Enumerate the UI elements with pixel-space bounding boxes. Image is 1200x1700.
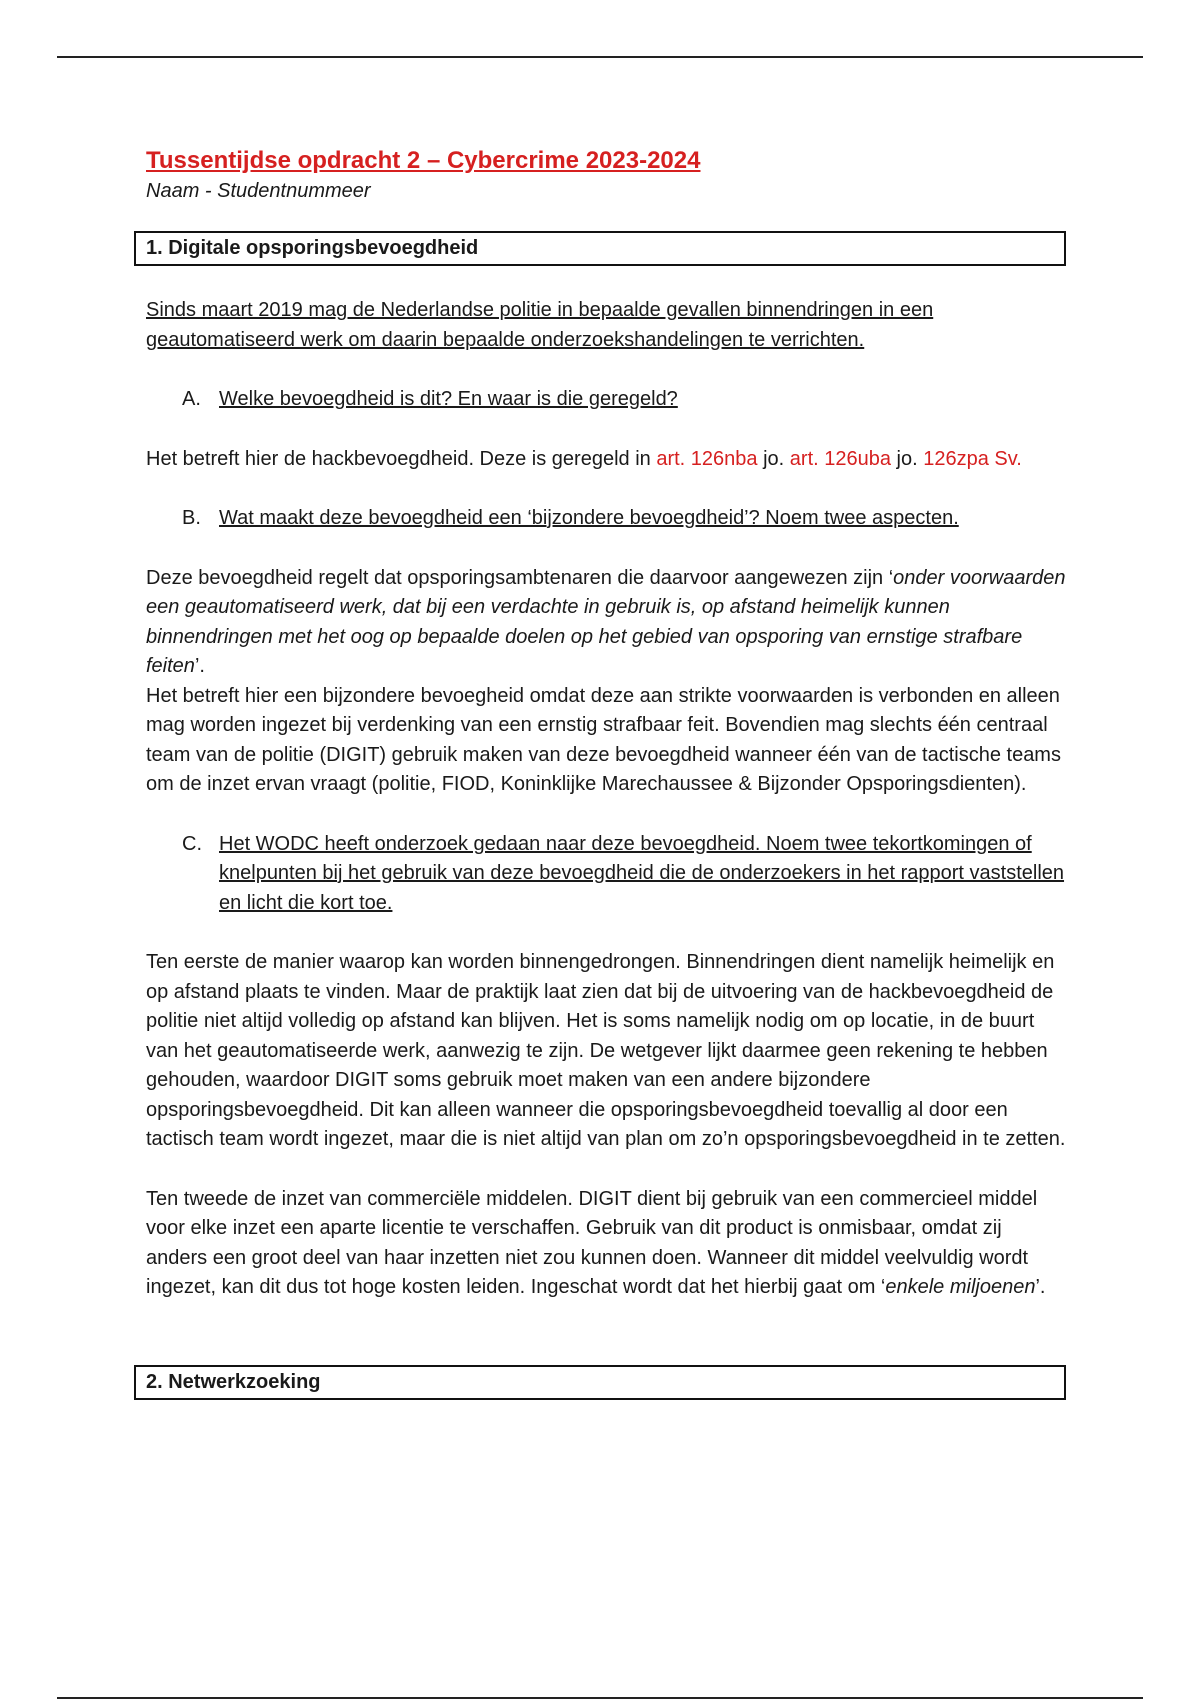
article-ref-126zpa: 126zpa Sv [923,447,1017,470]
answer-a-period: . [1016,447,1022,470]
answer-c-paragraph-1: Ten eerste de manier waarop kan worden binnengedrongen. Binnendringen dient namelijk heimelijk en op afstand plaats te vinden. Maar de praktijk laat zien dat bij de uitvoering van de hackbevoegdheid de politie niet altijd volledig op afstand kan blijven. Het is soms namelijk nodig om op locatie, in de buurt van het geautomatiseerde werk, aanwezig te zijn. De wetgever lijkt daarmee geen rekening te hebben gehouden, waardoor DIGIT soms gebruik moet maken van een andere bijzondere opsporingsbevoegdheid. Dit kan alleen wanneer die opsporingsbevoegdheid toevallig al door een tactisch team wordt ingezet, maar die is niet altijd van plan om zo’n opsporingsbevoegdheid in te zetten. [146,951,1066,1150]
document-subtitle: Naam - Studentnummeer [146,180,371,202]
question-b [182,504,1066,534]
answer-a-text: Het betreft hier de hackbevoegdheid. Deze is geregeld in [146,447,657,470]
section-1-intro: Sinds maart 2019 mag de Nederlandse politie in bepaalde gevallen binnendringen in een geautomatiseerd werk om daarin bepaalde onderzoekshandelingen te verrichten. [146,299,934,351]
top-rule [57,56,1143,58]
answer-b-lead: Deze bevoegdheid regelt dat opsporingsambtenaren die daarvoor aangewezen zijn ‘ [146,566,894,589]
question-b-letter: B. [182,507,201,529]
question-a-letter: A. [182,388,201,410]
question-a-text: Welke bevoegdheid is dit? En waar is die geregeld? [219,388,678,410]
question-a [182,385,1066,415]
answer-b-paragraph-2: Het betreft hier een bijzondere bevoegheid omdat deze aan strikte voorwaarden is verbonden en alleen mag worden ingezet bij verdenking van een ernstig strafbaar feit. Bovendien mag slechts één centraal team van de politie (DIGIT) gebruik maken van deze bevoegdheid wanneer één van de tactische teams om de inzet ervan vraagt (politie, FIOD, Koninklijke Marechaussee & Bijzonder Opsporingsdienten). [146,684,1061,795]
answer-a-jo-2: jo. [890,447,924,470]
article-ref-126nba: art. 126nba [656,447,758,470]
answer-b-quote-close: ’. [194,655,205,677]
document-title: Tussentijdse opdracht 2 – Cybercrime 2023-2024 [146,147,701,174]
answer-a-jo-1: jo. [757,447,790,470]
answer-c2-quote-close: ’. [1035,1276,1046,1298]
answer-c-paragraph-2 [146,1185,1066,1303]
answer-b-paragraph-1 [146,564,1066,682]
document-page [146,146,1066,1400]
question-c-letter: C. [182,832,202,855]
answer-a [146,445,1066,475]
bottom-rule [57,1697,1143,1699]
answer-c2-quote: enkele miljoenen [885,1276,1036,1298]
answer-b-quote: onder voorwaarden een geautomatiseerd werk, dat bij een verdachte in gebruik is, op afstand heimelijk kunnen binnendringen met het oog op bepaalde doelen op het gebied van opsporing van ernstige strafbare feiten [146,566,1066,677]
section-2-heading: 2. Netwerkzoeking [134,1365,1066,1400]
question-b-text: Wat maakt deze bevoegdheid een ‘bijzondere bevoegdheid’? Noem twee aspecten. [219,507,959,529]
question-c [182,830,1066,919]
section-1-heading: 1. Digitale opsporingsbevoegdheid [134,231,1066,266]
question-c-text: Het WODC heeft onderzoek gedaan naar deze bevoegdheid. Noem twee tekortkomingen of knelpunten bij het gebruik van deze bevoegdheid die de onderzoekers in het rapport vaststellen en licht die kort toe. [219,832,1065,914]
answer-c2-text: Ten tweede de inzet van commerciële middelen. DIGIT dient bij gebruik van een commercieel middel voor elke inzet een aparte licentie te verschaffen. Gebruik van dit product is onmisbaar, omdat zij anders een groot deel van haar inzetten niet zou kunnen doen. Wanneer dit middel veelvuldig wordt ingezet, kan dit dus tot hoge kosten leiden. Ingeschat wordt dat het hierbij gaat om ‘ [146,1187,1038,1298]
article-ref-126uba: art. 126uba [789,447,891,470]
